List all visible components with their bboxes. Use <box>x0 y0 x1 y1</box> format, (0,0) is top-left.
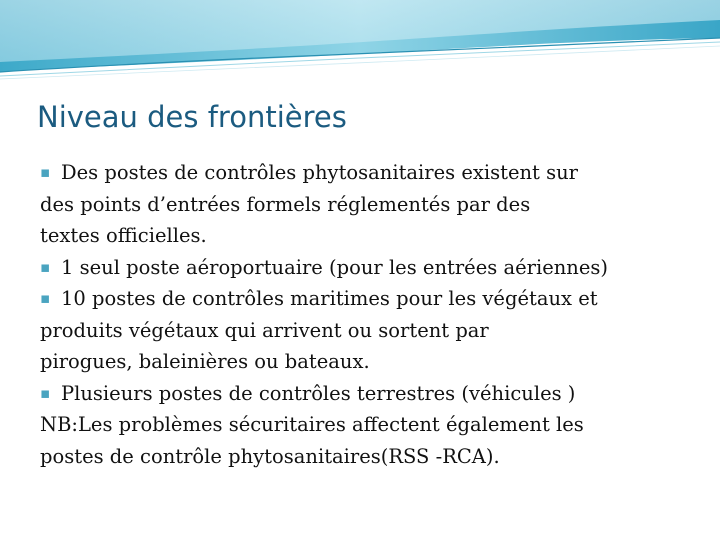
paragraph-line <box>40 157 710 189</box>
paragraph-line <box>40 346 710 378</box>
paragraph-text: Des postes de contrôles phytosanitaires existent sur <box>61 161 578 184</box>
paragraph-line <box>40 315 710 347</box>
header-wave-decoration <box>0 0 720 80</box>
paragraph-line <box>40 378 710 410</box>
paragraph-line <box>40 252 710 284</box>
paragraph-line <box>40 189 710 221</box>
slide-title: Niveau des frontières <box>37 100 347 134</box>
paragraph-text: textes officielles. <box>40 224 207 247</box>
paragraph-line <box>40 283 710 315</box>
bullet-paragraph <box>40 378 710 410</box>
bullet-icon: ▪ <box>40 289 51 307</box>
bullet-paragraph <box>40 252 710 284</box>
paragraph-text: des points d’entrées formels réglementés par des <box>40 192 531 216</box>
paragraph-text: postes de contrôle phytosanitaires(RSS -RCA). <box>40 444 500 468</box>
paragraph-text: Plusieurs postes de contrôles terrestres (véhicules ) <box>61 381 576 405</box>
paragraph-text: 1 seul poste aéroportuaire (pour les entrées aériennes) <box>61 255 609 279</box>
paragraph-text: produits végétaux qui arrivent ou sortent par <box>40 318 489 342</box>
bullet-paragraph <box>40 409 710 472</box>
paragraph-text: 10 postes de contrôles maritimes pour les végétaux et <box>61 287 598 310</box>
bullet-paragraph <box>40 283 710 378</box>
paragraph-text: NB:Les problèmes sécuritaires affectent également les <box>40 413 584 436</box>
bullet-icon: ▪ <box>40 383 51 402</box>
paragraph-line <box>40 409 710 441</box>
paragraph-line <box>40 220 710 252</box>
bullet-icon: ▪ <box>40 257 51 276</box>
bullet-paragraph <box>40 157 710 252</box>
paragraph-text: pirogues, baleinières ou bateaux. <box>40 350 370 373</box>
bullet-icon: ▪ <box>40 163 51 181</box>
paragraph-line <box>40 441 710 473</box>
slide-body <box>40 157 710 472</box>
